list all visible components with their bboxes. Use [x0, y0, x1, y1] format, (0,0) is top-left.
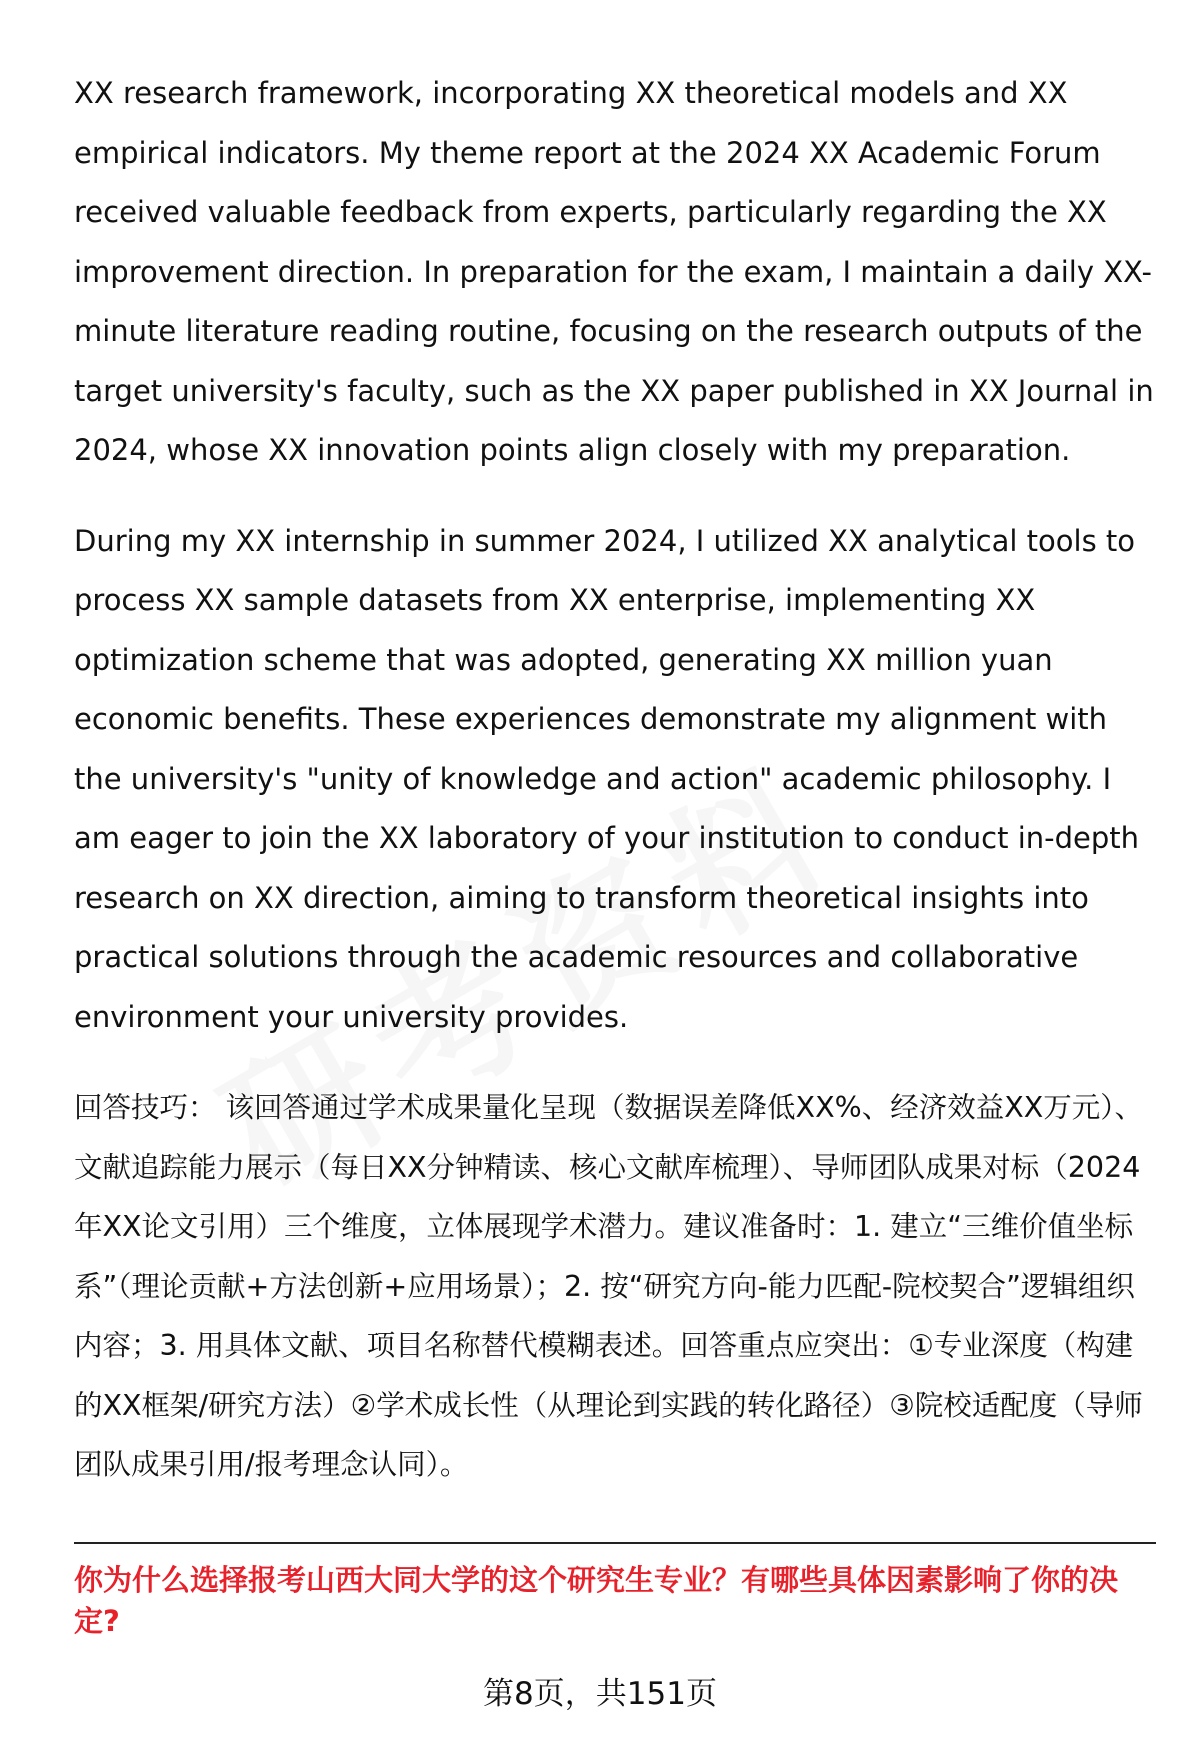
section-divider	[74, 1542, 1156, 1544]
page-number: 第8页，共151页	[483, 1676, 717, 1712]
answer-paragraph-1: XX research framework, incorporating XX theoretical models and XX empirical indicators. My theme report at the 2024 XX Academic Forum received valuable feedback from experts, particularly regarding the XX improvement direction. In preparation for the exam, I maintain a daily XX-minute literature reading routine, focusing on the research outputs of the target university's faculty, such as the XX paper published in XX Journal in 2024, whose XX innovation points align closely with my preparation.	[74, 76, 1154, 467]
answer-paragraph-2: During my XX internship in summer 2024, I utilized XX analytical tools to process XX sample datasets from XX enterprise, implementing XX optimization scheme that was adopted, generating XX million yuan economic benefits. These experiences demonstrate my alignment with the university's "unity of knowledge and action" academic philosophy. I am eager to join the XX laboratory of your institution to conduct in-depth research on XX direction, aiming to transform theoretical insights into practical solutions through the academic resources and collaborative environment your university provides.	[74, 523, 1139, 1034]
main-content	[74, 64, 1156, 1495]
page-footer	[0, 1672, 1200, 1716]
next-question-heading: 你为什么选择报考山西大同大学的这个研究生专业？有哪些具体因素影响了你的决定?	[74, 1563, 1119, 1638]
answer-tip: 回答技巧： 该回答通过学术成果量化呈现（数据误差降低XX%、经济效益XX万元）、文献追踪能力展示（每日XX分钟精读、核心文献库梳理）、导师团队成果对标（2024年XX论文引用）三个维度，立体展现学术潜力。建议准备时：1. 建立“三维价值坐标系”（理论贡献+方法创新+应用场景）；2. 按“研究方向-能力匹配-院校契合”逻辑组织内容；3. 用具体文献、项目名称替代模糊表述。回答重点应突出：①专业深度（构建的XX框架/研究方法）②学术成长性（从理论到实践的转化路径）③院校适配度（导师团队成果引用/报考理念认同）。	[74, 1091, 1143, 1481]
